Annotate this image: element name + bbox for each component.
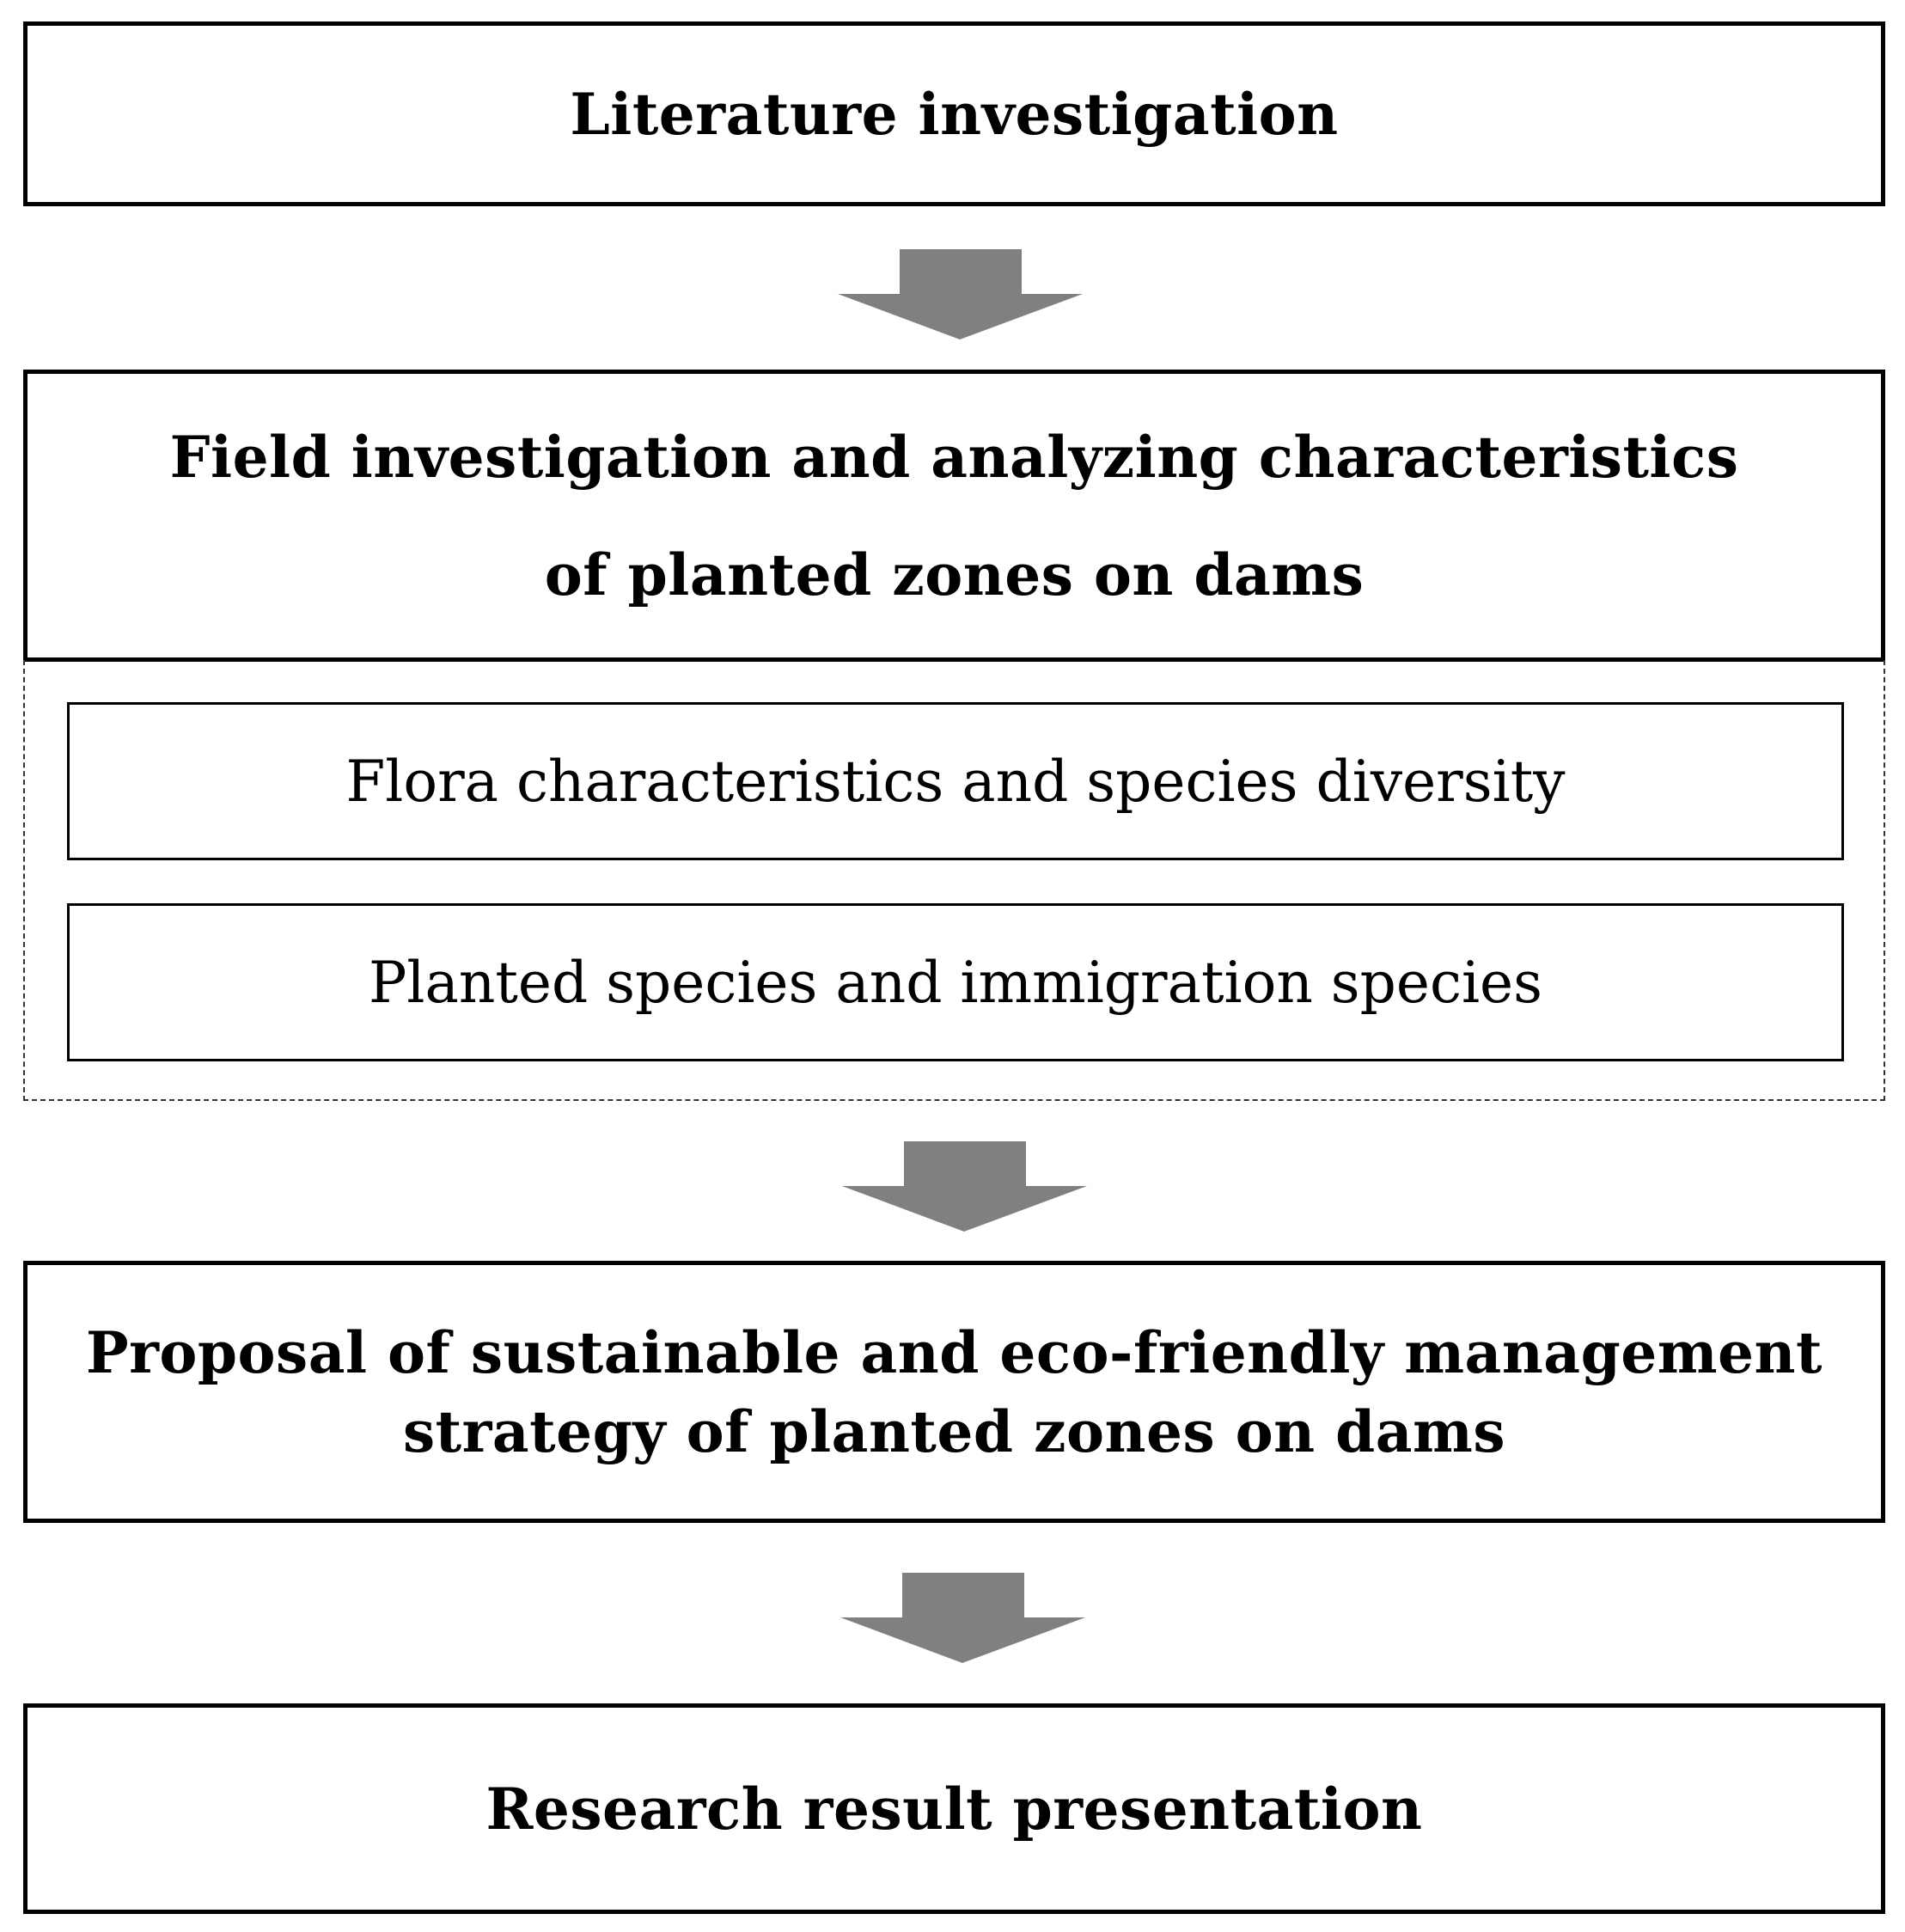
proposal-line2: strategy of planted zones on dams bbox=[402, 1397, 1506, 1465]
field-investigation-line2: of planted zones on dams bbox=[544, 541, 1365, 608]
proposal-box bbox=[23, 1261, 1885, 1523]
down-arrow-icon bbox=[838, 249, 1083, 339]
planted-species-label: Planted species and immigration species bbox=[369, 949, 1542, 1016]
flora-characteristics-box bbox=[67, 702, 1844, 860]
literature-investigation-label: Literature investigation bbox=[570, 80, 1339, 148]
literature-investigation-box bbox=[23, 21, 1885, 206]
planted-species-box bbox=[67, 903, 1844, 1061]
down-arrow-icon bbox=[842, 1141, 1087, 1232]
down-arrow-icon bbox=[840, 1573, 1085, 1663]
proposal-line1: Proposal of sustainable and eco-friendly management bbox=[85, 1318, 1823, 1386]
research-result-box bbox=[23, 1703, 1885, 1914]
field-investigation-box bbox=[23, 370, 1885, 662]
research-result-label: Research result presentation bbox=[485, 1775, 1423, 1843]
flora-characteristics-label: Flora characteristics and species diversity bbox=[345, 748, 1566, 815]
field-investigation-line1: Field investigation and analyzing characteristics bbox=[169, 423, 1739, 491]
